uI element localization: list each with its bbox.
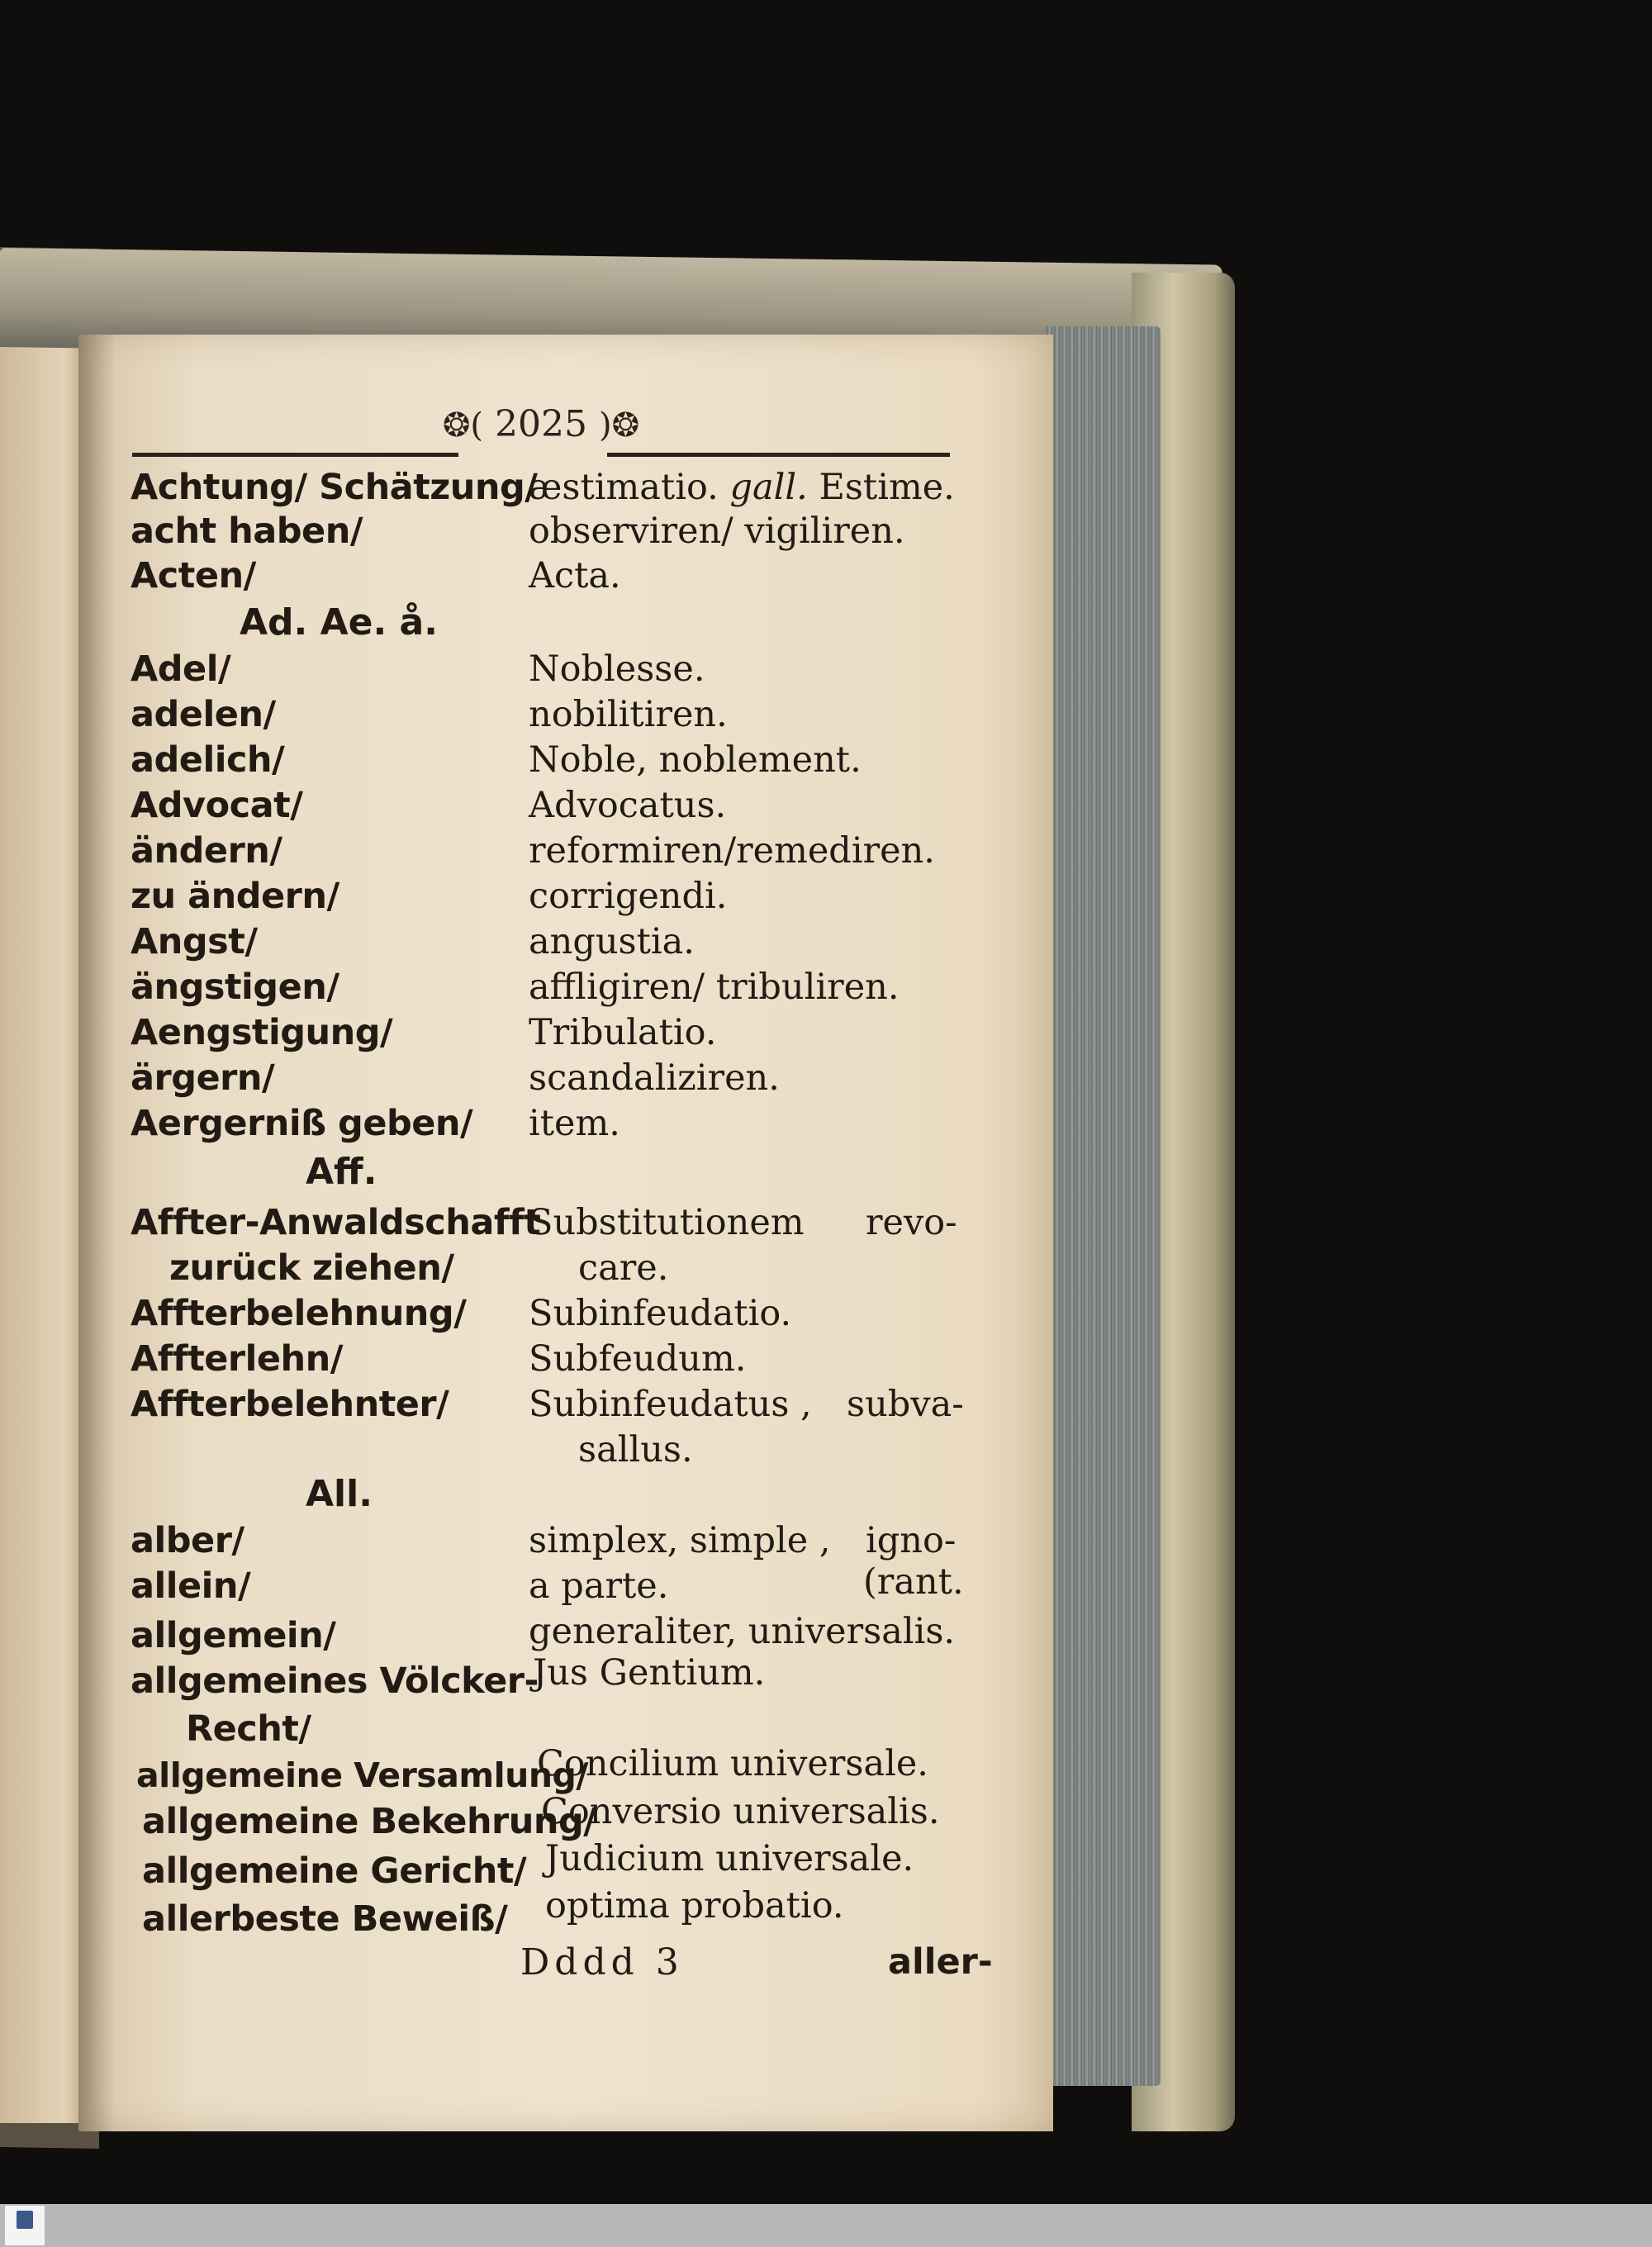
latin-term: angustia. [529, 921, 695, 962]
page-header [124, 403, 958, 453]
german-term: Affter-Anwaldschafft [131, 1202, 541, 1243]
latin-term: simplex, simple , [529, 1520, 831, 1561]
german-term: allgemeine Gericht/ [142, 1850, 527, 1892]
viewer-bottom-bar [0, 2204, 1652, 2247]
german-term: adelen/ [131, 694, 276, 735]
latin-text: æstimatio. [529, 467, 719, 508]
german-term: ändern/ [131, 830, 282, 872]
latin-term: affligiren/ tribuliren. [529, 967, 900, 1008]
latin-term: Subfeudum. [529, 1338, 747, 1380]
german-term: Aengstigung/ [131, 1012, 393, 1053]
german-term: allgemeine Bekehrung/ [142, 1801, 596, 1842]
latin-term-continued: (rant. [863, 1561, 964, 1603]
german-term: Angst/ [131, 921, 258, 962]
german-term: Affterbelehnung/ [131, 1293, 467, 1334]
latin-term: Concilium universale. [537, 1743, 928, 1784]
section-heading: Ad. Ae. å. [240, 601, 438, 644]
latin-term: item. [529, 1103, 620, 1144]
german-term: Affterbelehnter/ [131, 1384, 449, 1425]
german-term: allein/ [131, 1565, 251, 1607]
latin-term: observiren/ vigiliren. [529, 511, 905, 552]
page-number: 2025 [495, 403, 587, 445]
latin-term: Judicium universale. [545, 1838, 914, 1879]
german-term: Advocat/ [131, 785, 303, 826]
latin-term-continued: igno- [866, 1520, 957, 1561]
gall-abbrev: gall. [729, 467, 808, 508]
header-rule-left [132, 453, 458, 457]
german-term: zurück ziehen/ [169, 1247, 454, 1289]
german-term: ängstigen/ [131, 967, 339, 1008]
latin-term: Substitutionem [529, 1202, 805, 1243]
latin-term: Advocatus. [529, 785, 727, 826]
latin-term: care. [578, 1247, 669, 1289]
latin-term [529, 467, 955, 508]
latin-term-continued: subva- [847, 1384, 964, 1425]
german-term: Affterlehn/ [131, 1338, 343, 1380]
section-heading: All. [306, 1473, 373, 1515]
latin-term: optima probatio. [545, 1885, 844, 1926]
latin-term: a parte. [529, 1565, 669, 1607]
header-ornament-right: )❂ [598, 406, 640, 444]
section-heading: Aff. [306, 1151, 377, 1193]
german-term: ärgern/ [131, 1057, 275, 1099]
german-term: Recht/ [186, 1708, 311, 1750]
german-term: Acten/ [131, 555, 256, 596]
latin-term: Noblesse. [529, 648, 705, 690]
german-term: Achtung/ Schätzung/ [131, 467, 538, 508]
german-term: zu ändern/ [131, 876, 339, 917]
latin-term: Subinfeudatio. [529, 1293, 792, 1334]
french-text: Estime. [819, 467, 955, 508]
german-term: Aergerniß geben/ [131, 1103, 473, 1144]
page-gutter-shadow [78, 335, 116, 2131]
latin-term: Jus Gentium. [533, 1652, 766, 1694]
latin-term: generaliter, universalis. [529, 1611, 956, 1652]
latin-term: Noble, noblement. [529, 739, 862, 781]
latin-term: Conversio universalis. [541, 1791, 940, 1832]
catchword: aller- [888, 1941, 993, 1983]
latin-term: sallus. [578, 1429, 693, 1470]
latin-term: scandaliziren. [529, 1057, 780, 1099]
left-page [0, 330, 91, 2123]
german-term: Adel/ [131, 648, 231, 690]
latin-term-continued: revo- [866, 1202, 957, 1243]
latin-term: Tribulatio. [529, 1012, 717, 1053]
header-rule-right [607, 453, 950, 457]
header-ornament-left: ❂( [442, 406, 483, 444]
library-logo-icon [5, 2206, 45, 2245]
german-term: adelich/ [131, 739, 285, 781]
page-stack-edge [1045, 326, 1161, 2086]
latin-term: reformiren/remediren. [529, 830, 935, 872]
german-term: allerbeste Beweiß/ [142, 1898, 508, 1940]
latin-term: Subinfeudatus , [529, 1384, 812, 1425]
latin-term: nobilitiren. [529, 694, 728, 735]
german-term: acht haben/ [131, 511, 363, 552]
german-term: allgemein/ [131, 1615, 336, 1656]
signature-mark: Dddd 3 [520, 1941, 684, 1983]
german-term: alber/ [131, 1520, 244, 1561]
german-term: allgemeine Versamlung/ [136, 1755, 588, 1795]
latin-term: corrigendi. [529, 876, 728, 917]
german-term: allgemeines Völcker- [131, 1660, 539, 1702]
latin-term: Acta. [529, 555, 621, 596]
